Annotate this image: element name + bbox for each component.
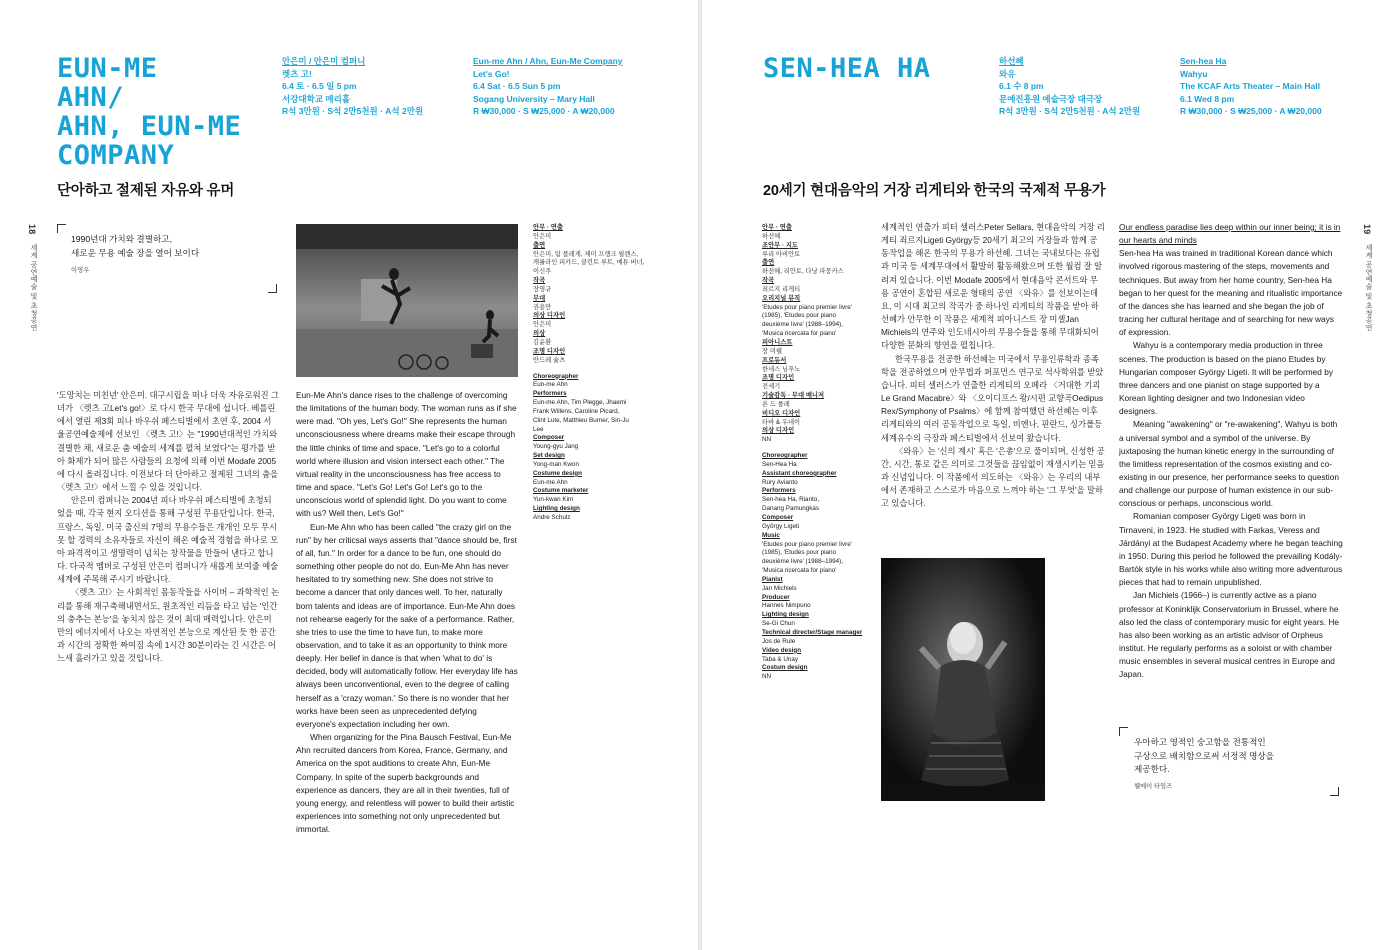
- left-info-ko-line: 6.4 토 · 6.5 일 5 pm: [282, 81, 357, 92]
- credit-value: (1985), 'Etudes pour piano: [762, 549, 837, 557]
- credit-value: Yong-man Kwon: [533, 460, 579, 468]
- credit-heading: 안무 · 연출: [533, 224, 563, 231]
- credit-heading: Music: [762, 531, 780, 539]
- left-quote: 1990년대 가치와 결별하고, 새로운 무용 예술 장을 열어 보이다: [71, 234, 200, 258]
- right-quote: 우아하고 영적인 숭고함을 전통적인 구상으로 배치함으로써 서정적 명상을 제공한다.: [1134, 737, 1274, 774]
- left-info-en-line: Sogang University – Mary Hall: [473, 93, 595, 104]
- credit-heading: Pianist: [762, 575, 783, 583]
- right-info-en: [1180, 55, 1322, 118]
- credit-heading: Video design: [762, 646, 802, 654]
- right-info-en-line: R ₩30,000 · S ₩25,000 · A ₩20,000: [1180, 106, 1322, 117]
- left-credits: [533, 224, 653, 523]
- credit-value: Young-gyu Jang: [533, 443, 579, 451]
- credit-value: Frank Willens, Caroline Picard,: [533, 407, 620, 415]
- right-info-ko-line: 하선혜: [999, 56, 1024, 66]
- credit-heading: 의상 디자인: [533, 312, 566, 320]
- body-paragraph: Eun-Me Ahn's dance rises to the challenge of overcoming the limitations of the human body. The woman runs as if she were mad. "Oh yes, Let's Go!" She represents the human unconsciousness where dreams make their escape through the little chinks of time and space. "Let's go to a colorful world where illusion and vision intersect each other." The virtual reality in the unconsciousness has free access to time and space. "Let's Go! Let's Go! Let's go to the unconscious world of splendid light. Do you want to come with us? Well then, Let's Go!": [296, 390, 517, 519]
- credit-value: (1985), 'Etudes pour piano: [762, 312, 837, 320]
- left-title: EUN-ME AHN/ AHN, EUN-ME COMPANY: [57, 53, 242, 171]
- credit-heading: Costum design: [762, 664, 808, 672]
- credit-heading: 출연: [762, 259, 775, 267]
- body-paragraph: 세계적인 연출가 피터 셀러스Peter Sellars, 현대음악의 거장 리게티 죄르지Ligeti György등 20세기 최고의 거장들과 함께 공동작업을 해온 한국의 무용가 하선혜. 그녀는 국내보다는 유럽과 미국 등 세계무대에서 활발히 활동해왔으며 또한 월컴 잘 알려져 있습니다. 이번 Modafe 2005에서 현대음악 콘서트와 무용 공연이 혼합된 새로운 형태의 공연 〈와유〉를 선보이는데요, 이 시대 최고의 작곡가 중 하나인 리게티의 작품을 받아 하선혜가 안무한 이 작품은 세계적 피아니스트 장 미셸Jan Michiels의 연주와 인도네시아의 무용수들을 통해 무대화되어 다양한 문화의 향연을 펼칩니다.: [881, 222, 1105, 351]
- body-paragraph: '도망치는 미친년' 안은미. 대구시립을 떠나 더욱 자유로워진 그녀가 〈렛츠 고Let's go!〉로 다시 한국 무대에 섭니다. 베를린에서 열린 제3회 피나 바우쉬 페스티벌에서 초연 후, 2004 서울공연예술제에 선보인 〈렛츠 고!〉는 "1990년대적인 가치와 결별한 채, 새로운 춤 예술의 세계를 펼쳐 보였다"는 평가를 받아 화제가 되어 많은 사람들의 요청에 의해 이번 Modafe 2005에 다시 올려집니다. 이전보다 더 단아하고 절제된 그녀의 춤을 〈렛츠 고!〉에서 느낄 수 있을 것입니다.: [57, 390, 279, 493]
- right-credits: [762, 224, 874, 682]
- credit-value: 전세기: [762, 383, 781, 391]
- credit-value: Eun-me Ahn: [533, 478, 568, 486]
- body-paragraph: Meaning "awakening" or "re-awakening", Wahyu is both a universal symbol and a symbol of the universe. By juxtaposing the human kinetic energy in the surrounding of the limitless representation of the cosmos existing and co-existing in our presence, her performance seeks to question and challenge our purpose of human existence in our sub-conscious or perhaps, unconscious world.: [1119, 419, 1339, 509]
- credit-value: Rury Avianto: [762, 478, 798, 486]
- body-paragraph: When organizing for the Pina Bausch Festival, Eun-Me Ahn recruited dancers from Korea, France, Germany, and America on the spot auditions to create Ahn, Eun-Me Company. In spite of the superb backgrounds and experience as dancers, they are all in their twenties, full of young energy, and relentless will power to build their artistic experiences into something not only unprecedented but immortal.: [296, 732, 515, 835]
- credit-value: Sen-hea Ha, Rianto,: [762, 496, 820, 504]
- left-subtitle: 단아하고 절제된 자유와 유머: [57, 183, 235, 199]
- credit-value: 'Etudes pour piano premier livre': [762, 540, 852, 548]
- page-spine: [698, 0, 702, 950]
- right-running-head: 세계 공연예술 및 초청공연: [1365, 244, 1372, 332]
- credit-value: deuxième livre' (1988–1994),: [762, 321, 844, 329]
- credit-heading: 프로듀서: [762, 356, 787, 364]
- quote-bracket-bottom: [1330, 787, 1339, 796]
- right-subtitle: 20세기 현대음악의 거장 리게티와 한국의 국제적 무용가: [763, 183, 1106, 199]
- left-english-body: [296, 389, 518, 836]
- credit-value: 하선혜, 리안토, 다낭 파뭉카스: [762, 268, 844, 276]
- credit-value: György Ligeti: [762, 522, 800, 530]
- credit-heading: Assistant choreographer: [762, 469, 837, 477]
- credit-heading: 의상: [533, 330, 546, 338]
- right-info-en-line: 6.1 Wed 8 pm: [1180, 93, 1235, 104]
- credit-value: Yun-kwan Kim: [533, 496, 574, 504]
- credit-heading: 안무 · 연출: [762, 224, 792, 231]
- credit-value: 안드레 슐츠: [533, 356, 566, 364]
- left-info-ko: [282, 55, 423, 118]
- credit-heading: 의상 디자인: [762, 427, 795, 435]
- credit-heading: Producer: [762, 593, 790, 601]
- quote-bracket-bottom: [268, 284, 277, 293]
- credit-value: 'Etudes pour piano premier livre': [762, 303, 852, 311]
- body-paragraph: Romanian composer György Ligeti was born in Tirnaveni, in 1923. He studied with Farkas, Veress and Járdányi at the Budapest Academy where he began teaching in 1950. During this period he followed the prevailing Kodály-Bartók style in his works while also writing more adventurous pieces that had to remain unpublished.: [1119, 511, 1343, 588]
- right-info-ko: [999, 55, 1140, 118]
- credit-heading: Costume marketer: [533, 487, 589, 495]
- credit-value: 장 미쉘: [762, 347, 782, 355]
- credit-value: 안은미: [533, 321, 552, 329]
- left-page-number: 18: [27, 224, 37, 235]
- credit-heading: 출연: [533, 241, 546, 249]
- credit-value: 권용만: [533, 303, 552, 311]
- quote-bracket-top: [1119, 727, 1128, 736]
- right-info-en-line: Wahyu: [1180, 68, 1208, 79]
- credit-value: Jos de Rule: [762, 637, 796, 645]
- credit-value: Eun-me Ahn: [533, 381, 568, 389]
- left-info-ko-line: 렛츠 고!: [282, 68, 312, 79]
- body-paragraph: Sen-hea Ha was trained in traditional Korean dance which involved rigorous mastering of the steps, movements and techniques. But away from her home country, Sen-hea Ha began to her quest for the meaning and ritualistic importance of the dances she has learned and she began the job of tracing her cultural heritage and of searching for new ways of expression.: [1119, 248, 1343, 338]
- credit-value: 한네스 님푸노: [762, 365, 801, 373]
- credit-value: Jan Michiels: [762, 584, 797, 592]
- credit-heading: Performers: [533, 390, 567, 398]
- right-info-ko-line: 6.1 수 8 pm: [999, 81, 1044, 92]
- left-info-en-line: R ₩30,000 · S ₩25,000 · A ₩20,000: [473, 106, 615, 117]
- right-page-number: 19: [1362, 224, 1372, 235]
- left-info-en-line: Let's Go!: [473, 68, 510, 79]
- body-paragraph: 〈렛츠 고!〉는 사회적인 몸동작들을 사이버 – 과학적인 논리를 통해 재구축해내면서도, 원초적인 리듬을 타고 넘는 '인간의 충추는 본능'을 놓치지 않은 것이 최대 매력입니다. 안은미만의 에너지에서 나오는 자연적인 본능으로 계산된 듯 한 공간과 시간의 정확한 짜여짐 속에 1시간 30분이라는 긴 시간은 어느새 흘러가고 있을 것입니다.: [57, 587, 279, 664]
- credit-value: Se-Gi Chun: [762, 620, 795, 628]
- credit-value: Danang Pamungkas: [762, 505, 820, 513]
- credit-heading: 오리지널 뮤직: [762, 294, 801, 302]
- body-paragraph: 〈와유〉는 '신의 계시' 혹은 '은총'으로 풀이되며, 신성한 공간, 시간, 통로 같은 의미로 그것들을 끊임없이 재생시키는 믿음과 신념입니다. 이 작품에서 의도하는 〈와유〉는 우리의 내부에서 존재하고 스스로가 마음으로 느껴야 하는 '그 무엇'을 말하고 있습니다.: [881, 445, 1105, 509]
- credit-heading: Choreographer: [762, 452, 808, 460]
- credit-heading: 피아니스트: [762, 338, 793, 346]
- right-english-body: [1119, 221, 1343, 681]
- credit-value: 'Musica ricercata for piano': [762, 330, 837, 338]
- credit-value: 안은미: [533, 232, 552, 240]
- right-korean-body: [881, 221, 1105, 510]
- credit-heading: Performers: [762, 487, 796, 495]
- credit-heading: 무대: [533, 294, 546, 302]
- credit-heading: Costume design: [533, 469, 582, 477]
- body-paragraph: 안은미 컴퍼니는 2004년 피나 바우쉬 페스티벌에 초청되었을 때, 각국 현지 오디션을 통해 구성된 무용단입니다. 한국, 프랑스, 독일, 미국 출신의 7명의 무용수들은 개개인 모두 무시 못 할 경력의 소유자들로 자신이 해온 예술적 경험을 하나로 모아 파격적이고 생명력이 넘치는 창작물을 만들어 낸다고 합니다. 다국적 멤버로 구성된 안은미 컴퍼니가 새롭게 보여줄 예술세계에 주목해 주시기 바랍니다.: [57, 495, 279, 585]
- body-paragraph: 한국무용을 전공한 하선혜는 미국에서 무용인류학과 종족학을 전공하였으며 안무법과 퍼포먼스 연구로 석사학위를 받았습니다. 피터 셀러스가 연출한 리게티의 오페라 〈거대한 기괴Le Grand Macabre〉와 〈오이디프스 왕/시편 교향곡Oedipus Rex/Symphony of Psalms〉에 함께 참여했던 하선혜는 이후 리게티와의 여러 공동작업으로 독일, 비엔나, 핀란드, 싱가폴등 세계유수의 극장과 페스티벌에서 선보여 왔습니다.: [881, 353, 1104, 443]
- credit-value: Andre Schulz: [533, 514, 571, 521]
- credit-value: 'Musica ricercata for piano': [762, 567, 837, 575]
- body-paragraph: Jan Michiels (1966–) is currently active as a piano professor at Koninklijk Conservatorium in Brussel, where he also led the class of contemporary music for eight years. He has also been working as an artistic advisor of Orpheus institut. He regularly performs as a soloist or with chamber music ensembles in several musical centres in Europe and Japan.: [1119, 590, 1339, 680]
- body-paragraph: Wahyu is a contemporary media production in three scenes. The production is based on the piano Etudes by Hungarian composer György Ligeti. It will be performed by three dancers and one pianist on stage supported by a Korean lighting designer and two Indonesian video designers.: [1119, 340, 1333, 417]
- credit-value: Taba & Unay: [762, 655, 799, 663]
- credit-heading: 비디오 디자인: [762, 409, 801, 417]
- credit-value: Clint Lute, Matthieu Burner, Sin-Ju: [533, 416, 629, 424]
- credit-heading: 작곡: [533, 277, 546, 285]
- left-info-ko-line: R석 3만원 · S석 2만5천원 · A석 2만원: [282, 106, 424, 117]
- credit-value: 욘 드 룰레: [762, 400, 790, 408]
- credit-heading: Technical directer/Stage manager: [762, 628, 863, 636]
- left-korean-body: [57, 389, 279, 665]
- credit-value: Lee: [533, 425, 544, 433]
- left-info-en-line: Eun-me Ahn / Ahn, Eun-Me Company: [473, 56, 623, 66]
- body-paragraph: Eun-Me Ahn who has been called "the crazy girl on the run" by her criticsal ways asserts that "dance should be, first of all, fun." In order for a dance to be fun, one should do something other people do not do. Eun-Me Ahn has never hesitated to try something new. She does not strive to become a dancer that only dances well. To her, naturally born talents and ideas are of importance. Eun-Me Ahn does not rehearse eagerly for the sake of a performance. Rather, she tries to use the time to have fun, to make more observation, and to take it as an opportunity to think more deeply. Her belief in dance is that when 'what to do' is decided, body will automatically follow. Her everyday life has always been unconventional, even to the degree of calling herself as a 'crazy woman.' So there is no wonder that her works have been seen as unprecedented defying everyone's expectation including her own.: [296, 521, 518, 729]
- credit-heading: 조안무 · 지도: [762, 241, 799, 249]
- dance-photo-sen-hea-ha: [881, 558, 1045, 801]
- credit-value: NN: [762, 436, 772, 444]
- credit-heading: Lighting design: [533, 505, 580, 513]
- credit-value: Eun-me Ahn, Tim Plegge, Jhaemi: [533, 399, 627, 407]
- left-running-head: 세계 공연예술 및 초청공연: [30, 244, 37, 332]
- credit-value: Hannes Nimpuno: [762, 602, 811, 610]
- right-quote-author: 웰메이 타임즈: [1134, 783, 1173, 790]
- credit-heading: 기술감독 · 무대 매니저: [762, 392, 825, 400]
- credit-value: 안은미, 팀 플레게, 제미 프랭크 윌렌스,: [533, 250, 639, 258]
- left-info-en-line: 6.4 Sat · 6.5 Sun 5 pm: [473, 81, 561, 92]
- credit-value: 이신주: [533, 268, 552, 276]
- credit-value: 루리 아비안토: [762, 250, 801, 258]
- left-info-en: [473, 55, 623, 118]
- quote-bracket-top: [57, 224, 66, 233]
- right-title: SEN-HEA HA: [763, 53, 931, 84]
- credit-value: deuxième livre' (1988–1994),: [762, 558, 844, 566]
- credit-value: 타바 & 우네이: [762, 418, 801, 426]
- credit-value: 김윤환: [533, 338, 552, 346]
- credit-value: 장영규: [533, 285, 552, 293]
- left-info-ko-line: 안은미 / 안은미 컴퍼니: [282, 56, 366, 66]
- credit-value: 하선혜: [762, 232, 781, 240]
- credit-value: Sen-Hea Ha: [762, 460, 797, 468]
- credit-heading: Set design: [533, 452, 565, 460]
- credit-value: 죄르지 리게티: [762, 285, 801, 293]
- right-info-en-line: Sen-hea Ha: [1180, 56, 1227, 66]
- dance-photo-eun-me-ahn: [296, 224, 518, 377]
- credit-heading: Lighting design: [762, 611, 809, 619]
- right-info-ko-line: R석 3만원 · S석 2만5천원 · A석 2만원: [999, 106, 1141, 117]
- right-info-en-line: The KCAF Arts Theater – Main Hall: [1180, 81, 1320, 92]
- credit-heading: 조명 디자인: [533, 347, 566, 355]
- right-info-ko-line: 와유: [999, 68, 1016, 79]
- credit-heading: 조명 디자인: [762, 374, 795, 382]
- credit-value: 캐롤라인 피카드, 클린트 루트, 메튜 버너,: [533, 259, 645, 267]
- left-info-ko-line: 서강대학교 메리홀: [282, 93, 351, 104]
- credit-heading: Choreographer: [533, 372, 579, 380]
- credit-heading: Composer: [533, 434, 565, 442]
- en-lead-quote: Our endless paradise lies deep within our inner being; it is in our hearts and minds: [1119, 222, 1341, 246]
- left-quote-author: 이영우: [71, 267, 90, 274]
- credit-value: NN: [762, 673, 772, 681]
- right-info-ko-line: 문예진흥원 예술극장 대극장: [999, 93, 1103, 104]
- credit-heading: 작곡: [762, 277, 775, 285]
- credit-heading: Composer: [762, 514, 794, 521]
